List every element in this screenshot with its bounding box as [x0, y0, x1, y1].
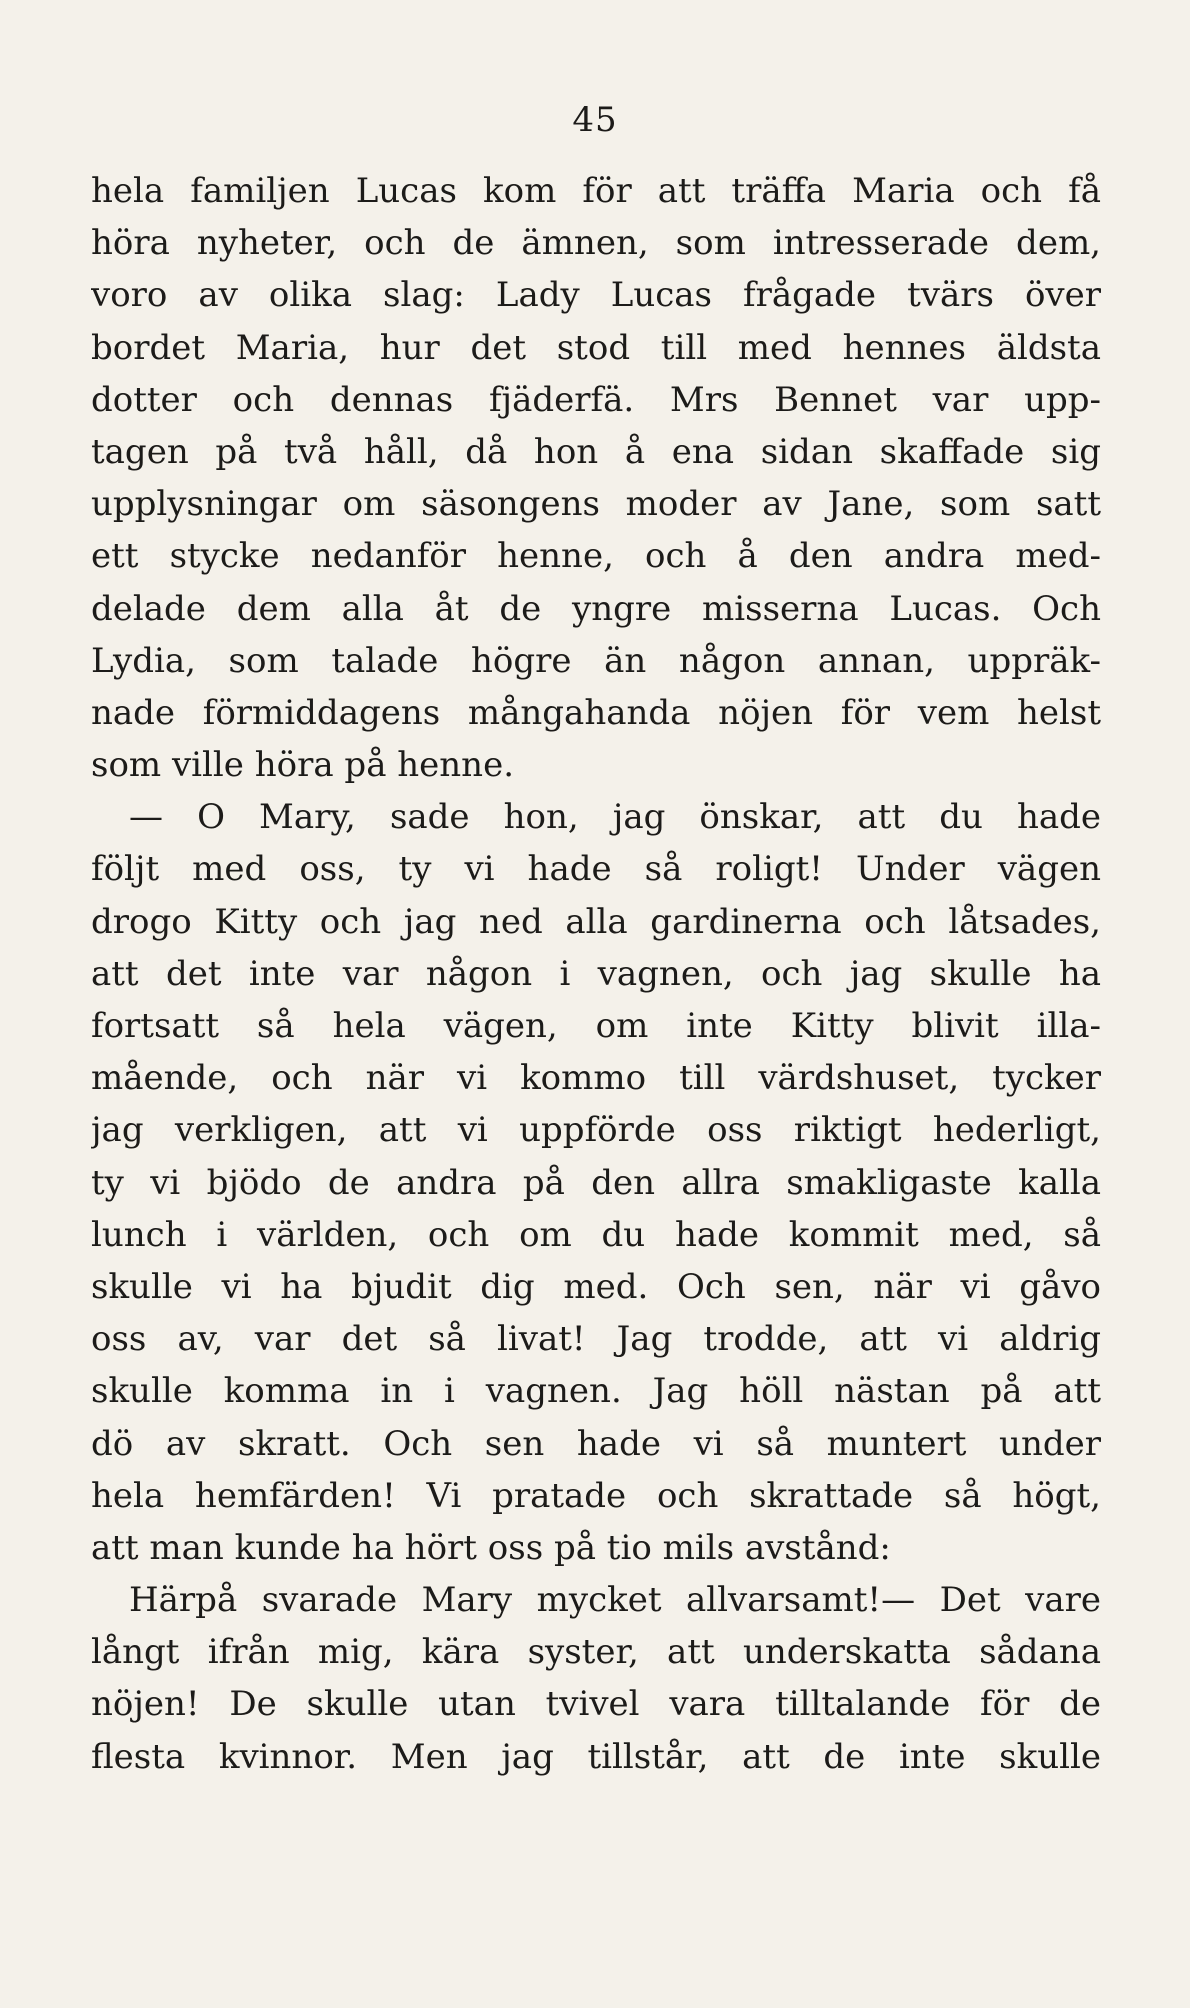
text-line: oss av, var det så livat! Jag trodde, att vi aldrig — [91, 1319, 1101, 1360]
text-line: Härpå svarade Mary mycket allvarsamt!— Det vare — [129, 1580, 1101, 1621]
text-line: flesta kvinnor. Men jag tillstår, att de inte skulle — [91, 1736, 1101, 1777]
text-line: dotter och dennas fjäderfä. Mrs Bennet var upp- — [91, 379, 1101, 420]
text-line: upplysningar om säsongens moder av Jane, som satt — [91, 484, 1101, 525]
page-number: 45 — [572, 100, 618, 140]
text-line: nöjen! De skulle utan tvivel vara tilltalande för de — [91, 1684, 1101, 1725]
text-line: tagen på två håll, då hon å ena sidan skaffade sig — [91, 431, 1101, 472]
text-line: lunch i världen, och om du hade kommit med, så — [91, 1214, 1101, 1255]
text-line: — O Mary, sade hon, jag önskar, att du hade — [129, 797, 1101, 838]
text-line: bordet Maria, hur det stod till med hennes äldsta — [91, 327, 1101, 368]
text-line: långt ifrån mig, kära syster, att underskatta sådana — [91, 1632, 1101, 1673]
text-line: voro av olika slag: Lady Lucas frågade tvärs över — [91, 275, 1101, 316]
text-line: hela hemfärden! Vi pratade och skrattade så högt, — [91, 1475, 1101, 1516]
text-line: skulle vi ha bjudit dig med. Och sen, när vi gåvo — [91, 1266, 1101, 1307]
text-line: som ville höra på henne. — [91, 745, 515, 786]
text-line: ett stycke nedanför henne, och å den andra med- — [91, 536, 1101, 577]
text-line: dö av skratt. Och sen hade vi så muntert under — [91, 1423, 1101, 1464]
text-line: delade dem alla åt de yngre misserna Lucas. Och — [91, 588, 1101, 629]
body-text — [91, 165, 1101, 1783]
text-line: skulle komma in i vagnen. Jag höll nästan på att — [91, 1371, 1101, 1412]
text-line: jag verkligen, att vi uppförde oss riktigt hederligt, — [91, 1110, 1101, 1151]
text-line: att det inte var någon i vagnen, och jag skulle ha — [91, 953, 1101, 994]
text-line: höra nyheter, och de ämnen, som intresserade dem, — [91, 223, 1101, 264]
text-line: Lydia, som talade högre än någon annan, uppräk- — [91, 640, 1101, 681]
text-line: hela familjen Lucas kom för att träffa Maria och få — [91, 171, 1101, 211]
text-line: nade förmiddagens mångahanda nöjen för vem helst — [91, 692, 1101, 733]
text-line: följt med oss, ty vi hade så roligt! Under vägen — [91, 849, 1101, 890]
text-line: ty vi bjödo de andra på den allra smakligaste kalla — [91, 1162, 1101, 1203]
text-line: mående, och när vi kommo till värdshuset, tycker — [91, 1058, 1101, 1099]
text-line: drogo Kitty och jag ned alla gardinerna och låtsades, — [91, 901, 1101, 942]
text-line: fortsatt så hela vägen, om inte Kitty blivit illa- — [91, 1006, 1101, 1046]
text-line: att man kunde ha hört oss på tio mils avstånd: — [91, 1527, 891, 1568]
